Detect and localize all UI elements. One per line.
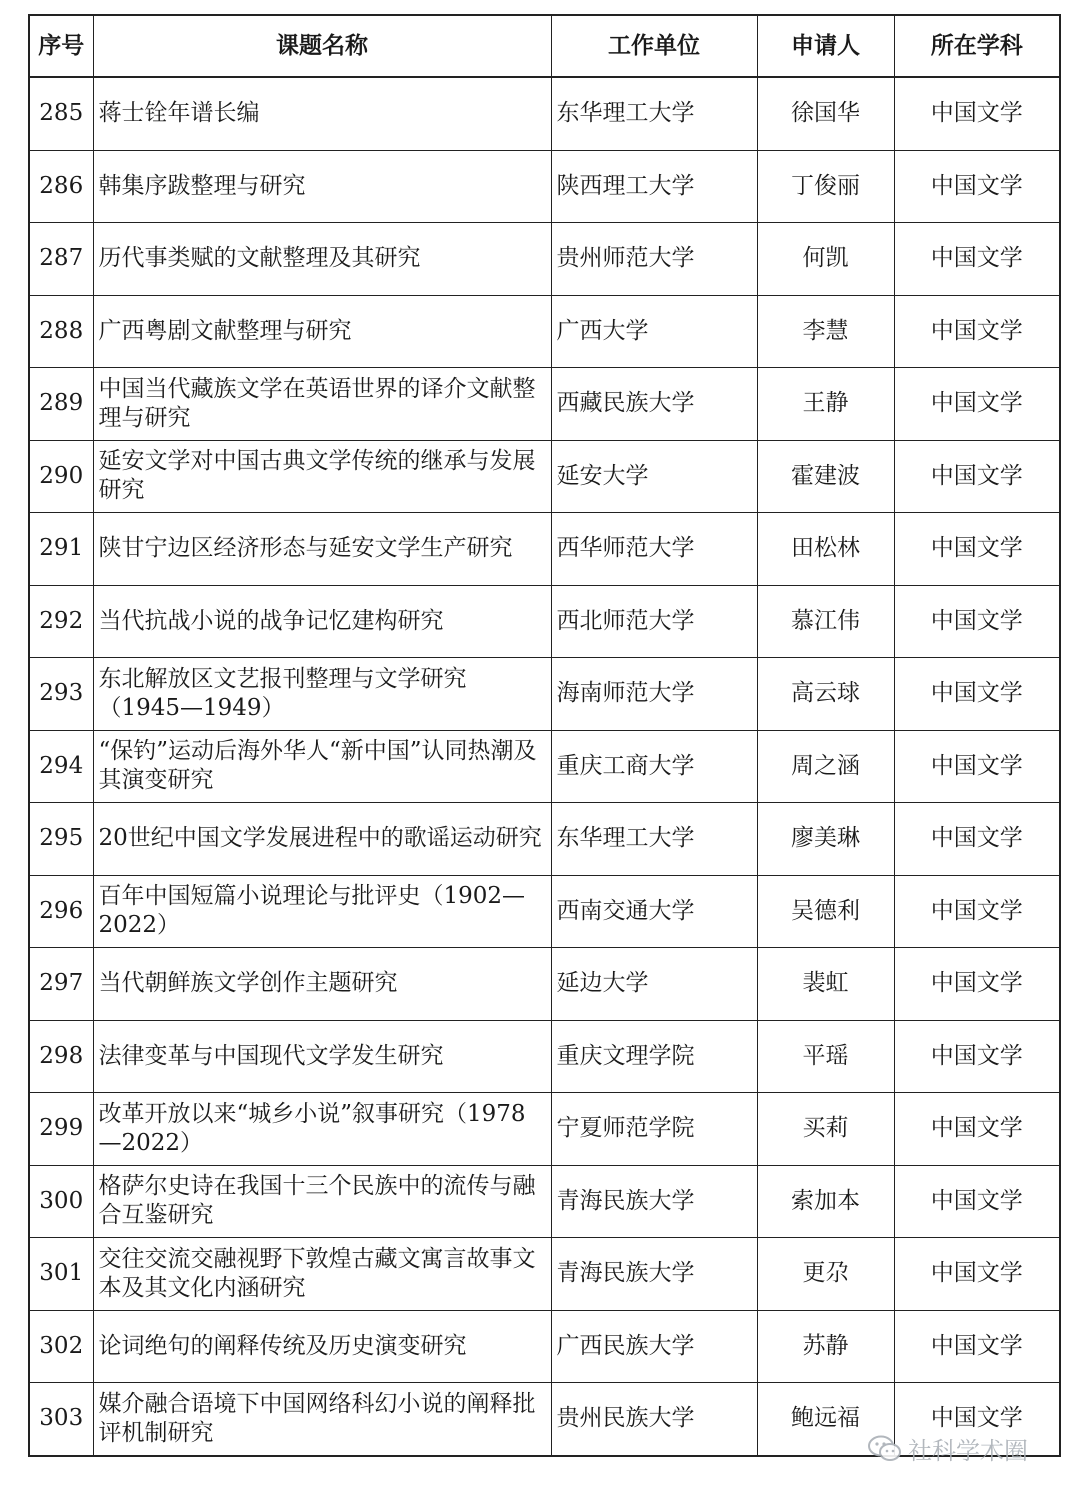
- cell-no: 293: [29, 658, 93, 731]
- table-row: [29, 1020, 1060, 1093]
- table-row: [29, 658, 1060, 731]
- header-no: 序号: [29, 15, 93, 77]
- wechat-icon: [868, 1435, 902, 1463]
- cell-subject: 中国文学: [894, 150, 1060, 223]
- header-title: 课题名称: [93, 15, 551, 77]
- cell-unit: 东华理工大学: [551, 803, 757, 876]
- cell-applicant: 王静: [757, 368, 894, 441]
- cell-unit: 西华师范大学: [551, 513, 757, 586]
- cell-applicant: 徐国华: [757, 77, 894, 150]
- cell-title: 蒋士铨年谱长编: [93, 77, 551, 150]
- cell-title: 中国当代藏族文学在英语世界的译介文献整理与研究: [93, 368, 551, 441]
- cell-subject: 中国文学: [894, 368, 1060, 441]
- cell-title: 媒介融合语境下中国网络科幻小说的阐释批评机制研究: [93, 1383, 551, 1456]
- cell-title: 改革开放以来“城乡小说”叙事研究（1978—2022）: [93, 1093, 551, 1166]
- cell-unit: 延安大学: [551, 440, 757, 513]
- cell-unit: 重庆文理学院: [551, 1020, 757, 1093]
- table-row: [29, 1238, 1060, 1311]
- watermark: [868, 1431, 1028, 1466]
- cell-title: 20世纪中国文学发展进程中的歌谣运动研究: [93, 803, 551, 876]
- cell-unit: 重庆工商大学: [551, 730, 757, 803]
- cell-no: 298: [29, 1020, 93, 1093]
- cell-unit: 西南交通大学: [551, 875, 757, 948]
- cell-no: 297: [29, 948, 93, 1021]
- cell-no: 291: [29, 513, 93, 586]
- cell-no: 301: [29, 1238, 93, 1311]
- cell-applicant: 买莉: [757, 1093, 894, 1166]
- cell-title: 法律变革与中国现代文学发生研究: [93, 1020, 551, 1093]
- cell-subject: 中国文学: [894, 1093, 1060, 1166]
- cell-no: 295: [29, 803, 93, 876]
- cell-no: 289: [29, 368, 93, 441]
- cell-applicant: 霍建波: [757, 440, 894, 513]
- cell-no: 303: [29, 1383, 93, 1456]
- cell-applicant: 苏静: [757, 1310, 894, 1383]
- table-header-row: [29, 15, 1060, 77]
- cell-title: 交往交流交融视野下敦煌古藏文寓言故事文本及其文化内涵研究: [93, 1238, 551, 1311]
- cell-subject: 中国文学: [894, 803, 1060, 876]
- cell-applicant: 慕江伟: [757, 585, 894, 658]
- cell-title: 百年中国短篇小说理论与批评史（1902—2022）: [93, 875, 551, 948]
- cell-no: 299: [29, 1093, 93, 1166]
- cell-title: 广西粤剧文献整理与研究: [93, 295, 551, 368]
- cell-title: 延安文学对中国古典文学传统的继承与发展研究: [93, 440, 551, 513]
- table-row: [29, 295, 1060, 368]
- cell-title: “保钓”运动后海外华人“新中国”认同热潮及其演变研究: [93, 730, 551, 803]
- table-row: [29, 1310, 1060, 1383]
- cell-unit: 广西大学: [551, 295, 757, 368]
- cell-title: 东北解放区文艺报刊整理与文学研究（1945—1949）: [93, 658, 551, 731]
- cell-applicant: 李慧: [757, 295, 894, 368]
- cell-applicant: 廖美琳: [757, 803, 894, 876]
- cell-no: 288: [29, 295, 93, 368]
- table-row: [29, 223, 1060, 296]
- table-row: [29, 875, 1060, 948]
- cell-no: 290: [29, 440, 93, 513]
- cell-no: 286: [29, 150, 93, 223]
- table-row: [29, 368, 1060, 441]
- cell-subject: 中国文学: [894, 658, 1060, 731]
- cell-subject: 中国文学: [894, 948, 1060, 1021]
- cell-unit: 贵州师范大学: [551, 223, 757, 296]
- header-unit: 工作单位: [551, 15, 757, 77]
- header-applicant: 申请人: [757, 15, 894, 77]
- cell-unit: 延边大学: [551, 948, 757, 1021]
- cell-subject: 中国文学: [894, 223, 1060, 296]
- cell-unit: 陕西理工大学: [551, 150, 757, 223]
- cell-subject: 中国文学: [894, 1238, 1060, 1311]
- cell-no: 296: [29, 875, 93, 948]
- cell-applicant: 田松林: [757, 513, 894, 586]
- cell-applicant: 平瑶: [757, 1020, 894, 1093]
- cell-applicant: 丁俊丽: [757, 150, 894, 223]
- cell-subject: 中国文学: [894, 1020, 1060, 1093]
- cell-no: 285: [29, 77, 93, 150]
- table-row: [29, 440, 1060, 513]
- cell-unit: 海南师范大学: [551, 658, 757, 731]
- table-row: [29, 730, 1060, 803]
- cell-applicant: 吴德利: [757, 875, 894, 948]
- cell-applicant: 裴虹: [757, 948, 894, 1021]
- cell-title: 当代朝鲜族文学创作主题研究: [93, 948, 551, 1021]
- cell-title: 历代事类赋的文献整理及其研究: [93, 223, 551, 296]
- cell-applicant: 高云球: [757, 658, 894, 731]
- table-row: [29, 150, 1060, 223]
- cell-title: 韩集序跋整理与研究: [93, 150, 551, 223]
- cell-applicant: 索加本: [757, 1165, 894, 1238]
- cell-subject: 中国文学: [894, 77, 1060, 150]
- cell-subject: 中国文学: [894, 1310, 1060, 1383]
- cell-title: 当代抗战小说的战争记忆建构研究: [93, 585, 551, 658]
- cell-unit: 贵州民族大学: [551, 1383, 757, 1456]
- project-table: [28, 14, 1061, 1457]
- cell-title: 陕甘宁边区经济形态与延安文学生产研究: [93, 513, 551, 586]
- table-row: [29, 1093, 1060, 1166]
- cell-applicant: 更尕: [757, 1238, 894, 1311]
- table-row: [29, 803, 1060, 876]
- cell-unit: 青海民族大学: [551, 1238, 757, 1311]
- cell-applicant: 鲍远福: [757, 1383, 894, 1456]
- table-row: [29, 1165, 1060, 1238]
- table-body: [29, 77, 1060, 1456]
- cell-no: 287: [29, 223, 93, 296]
- cell-unit: 广西民族大学: [551, 1310, 757, 1383]
- cell-subject: 中国文学: [894, 440, 1060, 513]
- cell-applicant: 周之涵: [757, 730, 894, 803]
- cell-subject: 中国文学: [894, 1165, 1060, 1238]
- cell-subject: 中国文学: [894, 875, 1060, 948]
- cell-title: 格萨尔史诗在我国十三个民族中的流传与融合互鉴研究: [93, 1165, 551, 1238]
- table-row: [29, 585, 1060, 658]
- cell-subject: 中国文学: [894, 730, 1060, 803]
- cell-unit: 西北师范大学: [551, 585, 757, 658]
- cell-unit: 青海民族大学: [551, 1165, 757, 1238]
- cell-unit: 宁夏师范学院: [551, 1093, 757, 1166]
- table-row: [29, 77, 1060, 150]
- cell-unit: 东华理工大学: [551, 77, 757, 150]
- cell-subject: 中国文学: [894, 295, 1060, 368]
- cell-title: 论词绝句的阐释传统及历史演变研究: [93, 1310, 551, 1383]
- cell-no: 302: [29, 1310, 93, 1383]
- watermark-text: 社科学术圈: [908, 1437, 1028, 1465]
- cell-subject: 中国文学: [894, 1383, 1060, 1456]
- cell-no: 294: [29, 730, 93, 803]
- cell-no: 292: [29, 585, 93, 658]
- cell-applicant: 何凯: [757, 223, 894, 296]
- cell-subject: 中国文学: [894, 513, 1060, 586]
- cell-unit: 西藏民族大学: [551, 368, 757, 441]
- table-row: [29, 513, 1060, 586]
- cell-no: 300: [29, 1165, 93, 1238]
- table-row: [29, 948, 1060, 1021]
- cell-subject: 中国文学: [894, 585, 1060, 658]
- header-subject: 所在学科: [894, 15, 1060, 77]
